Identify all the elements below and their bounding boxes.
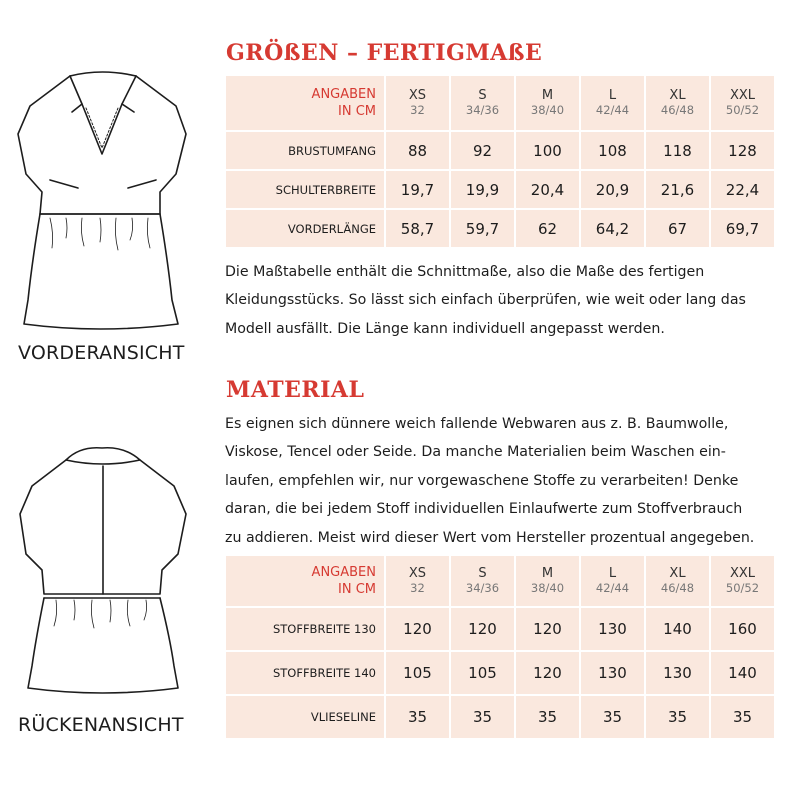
table-cell: 140 xyxy=(711,652,776,696)
table-cell: 62 xyxy=(516,210,581,249)
size-column-header: XS 32 xyxy=(386,76,451,132)
back-view-caption: RÜCKENANSICHT xyxy=(18,714,184,736)
table-cell: 20,4 xyxy=(516,171,581,210)
table-cell: 19,7 xyxy=(386,171,451,210)
table-cell: 92 xyxy=(451,132,516,171)
size-column-header: L 42/44 xyxy=(581,556,646,608)
size-column-header: XL 46/48 xyxy=(646,556,711,608)
size-column-header: XS 32 xyxy=(386,556,451,608)
size-column-header: S 34/36 xyxy=(451,556,516,608)
table-cell: 130 xyxy=(581,608,646,652)
table-cell: 100 xyxy=(516,132,581,171)
table-cell: 118 xyxy=(646,132,711,171)
size-column-header: M 38/40 xyxy=(516,76,581,132)
table-cell: 67 xyxy=(646,210,711,249)
back-view-illustration xyxy=(10,438,200,700)
size-column-header: L 42/44 xyxy=(581,76,646,132)
table-cell: 120 xyxy=(516,652,581,696)
units-label: ANGABEN IN CM xyxy=(226,76,386,132)
table-header-row xyxy=(226,76,776,132)
size-column-header: S 34/36 xyxy=(451,76,516,132)
table-cell: 58,7 xyxy=(386,210,451,249)
table-cell: 120 xyxy=(386,608,451,652)
row-label: SCHULTERBREITE xyxy=(226,171,386,210)
row-label: VLIESELINE xyxy=(226,696,386,740)
table-cell: 120 xyxy=(451,608,516,652)
size-column-header: XXL 50/52 xyxy=(711,76,776,132)
table-cell: 130 xyxy=(581,652,646,696)
units-label: ANGABEN IN CM xyxy=(226,556,386,608)
table-cell: 64,2 xyxy=(581,210,646,249)
size-column-header: XXL 50/52 xyxy=(711,556,776,608)
material-section-title: MATERIAL xyxy=(226,377,365,403)
front-view-illustration xyxy=(10,62,200,342)
table-cell: 35 xyxy=(451,696,516,740)
table-cell: 130 xyxy=(646,652,711,696)
table-row xyxy=(226,608,776,652)
table-row xyxy=(226,696,776,740)
table-cell: 22,4 xyxy=(711,171,776,210)
table-cell: 88 xyxy=(386,132,451,171)
table-cell: 35 xyxy=(711,696,776,740)
table-row xyxy=(226,171,776,210)
table-row xyxy=(226,210,776,249)
sizes-section-title: GRÖßEN – FERTIGMAßE xyxy=(226,40,543,66)
row-label: VORDERLÄNGE xyxy=(226,210,386,249)
table-cell: 59,7 xyxy=(451,210,516,249)
size-column-header: M 38/40 xyxy=(516,556,581,608)
row-label: BRUSTUMFANG xyxy=(226,132,386,171)
table-header-row xyxy=(226,556,776,608)
table-cell: 105 xyxy=(386,652,451,696)
table-cell: 20,9 xyxy=(581,171,646,210)
table-cell: 128 xyxy=(711,132,776,171)
table-cell: 105 xyxy=(451,652,516,696)
size-column-header: XL 46/48 xyxy=(646,76,711,132)
row-label: STOFFBREITE 140 xyxy=(226,652,386,696)
sizes-description: Die Maßtabelle enthält die Schnittmaße, also die Maße des fertigen Kleidungsstücks. So lässt sich einfach überprüfen, wie weit oder lang das Modell ausfällt. Die Länge kann individuell angepasst werden. xyxy=(225,264,746,337)
fabric-consumption-table xyxy=(226,556,776,740)
table-row xyxy=(226,652,776,696)
table-cell: 21,6 xyxy=(646,171,711,210)
table-cell: 19,9 xyxy=(451,171,516,210)
front-view-caption: VORDERANSICHT xyxy=(18,342,185,364)
table-cell: 35 xyxy=(516,696,581,740)
finished-measurements-table xyxy=(226,76,776,249)
material-description: Es eignen sich dünnere weich fallende Webwaren aus z. B. Baumwolle, Viskose, Tencel oder Seide. Da manche Materialien beim Waschen ein- laufen, empfehlen wir, nur vorgewaschene Stoffe zu verarbeiten! Denke daran, die bei jedem Stoff individuellen Einlaufwerte zum Stoffverbrauch zu addieren. Meist wird dieser Wert vom Hersteller prozentual angegeben. xyxy=(225,416,755,546)
table-cell: 160 xyxy=(711,608,776,652)
table-cell: 35 xyxy=(581,696,646,740)
table-cell: 108 xyxy=(581,132,646,171)
table-cell: 69,7 xyxy=(711,210,776,249)
table-row xyxy=(226,132,776,171)
table-cell: 35 xyxy=(386,696,451,740)
table-cell: 35 xyxy=(646,696,711,740)
row-label: STOFFBREITE 130 xyxy=(226,608,386,652)
table-cell: 140 xyxy=(646,608,711,652)
table-cell: 120 xyxy=(516,608,581,652)
